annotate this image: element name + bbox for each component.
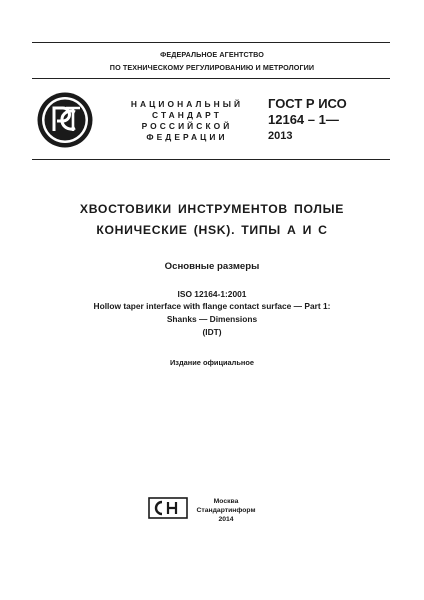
standard-type-line2: СТАНДАРТ [152,110,222,120]
iso-title-line1: Hollow taper interface with flange contact surface — Part 1: [93,301,331,311]
document-title-line2: КОНИЧЕСКИЕ (HSK). ТИПЫ А И С [96,223,328,237]
standard-designation-line1: ГОСТ Р ИСО [268,96,347,111]
document-title-line1: ХВОСТОВИКИ ИНСТРУМЕНТОВ ПОЛЫЕ [79,202,345,216]
standard-type-line4: ФЕДЕРАЦИИ [146,132,228,142]
gost-rst-logo-icon [36,91,94,149]
lower-divider-rule [32,159,390,160]
edition-label: Издание официальное [169,358,254,367]
document-subtitle: Основные размеры [164,261,260,272]
standard-type-line1: НАЦИОНАЛЬНЫЙ [130,99,244,109]
publisher-year: 2014 [218,516,234,523]
standard-type-line3: РОССИЙСКОЙ [141,121,233,131]
standard-designation-line2: 12164 – 1— [268,112,339,127]
standard-designation-line3: 2013 [268,130,293,142]
iso-title-line2: Shanks — Dimensions [166,314,258,324]
iso-reference: ISO 12164-1:2001 [177,289,247,299]
upper-divider-rule [32,78,390,79]
publisher-name: Стандартинформ [196,507,256,514]
standartinform-logo-icon [148,497,188,519]
top-rule [32,42,390,43]
publisher-city: Москва [213,498,239,505]
iso-equivalence: (IDT) [202,327,222,337]
agency-name-line2: ПО ТЕХНИЧЕСКОМУ РЕГУЛИРОВАНИЮ И МЕТРОЛОГИИ [109,63,315,72]
agency-name-line1: ФЕДЕРАЛЬНОЕ АГЕНТСТВО [160,50,264,59]
